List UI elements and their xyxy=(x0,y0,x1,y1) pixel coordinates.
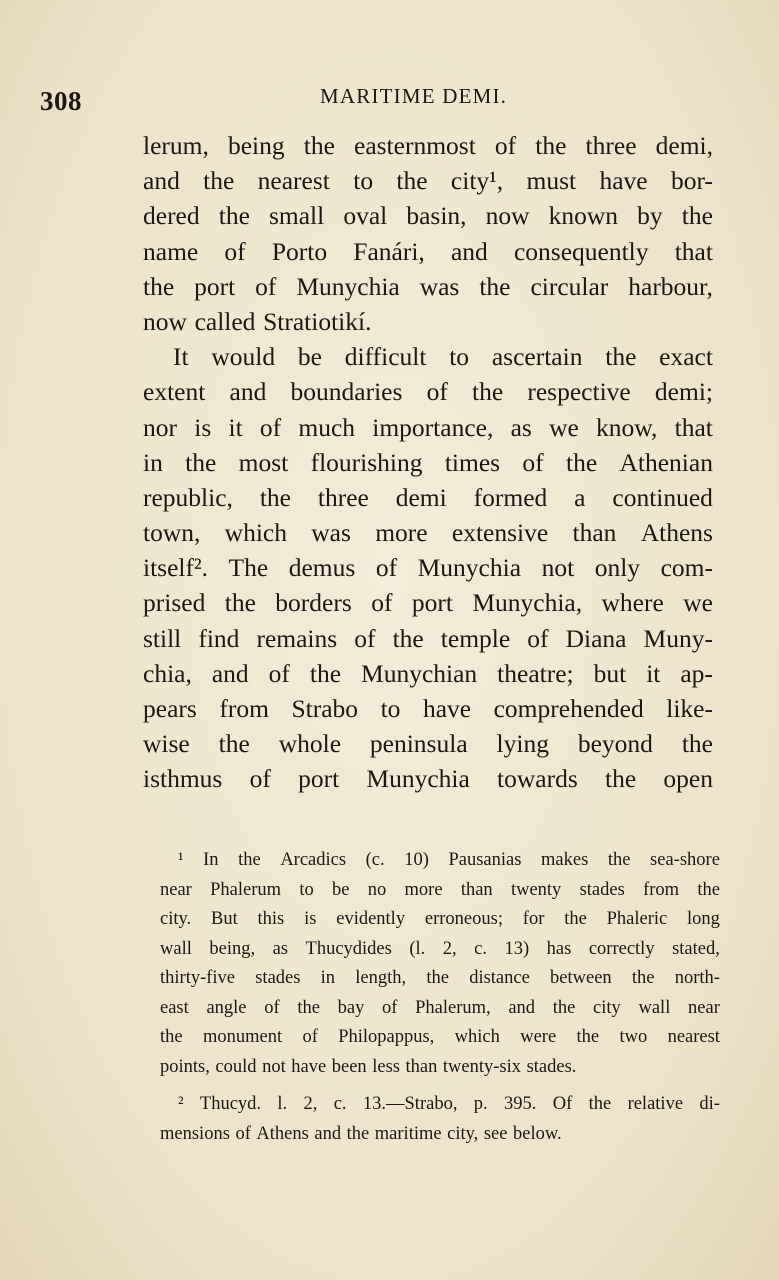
footnote-line: ¹ In the Arcadics (c. 10) Pausanias makes the sea-shore xyxy=(178,850,720,870)
footnote-line: points, could not have been less than twenty-six stades. xyxy=(160,1056,577,1077)
footnote-line: city. But this is evidently erroneous; for the Phaleric long xyxy=(160,909,720,929)
text-line: now called Stratiotikí. xyxy=(143,306,372,336)
text-line: name of Porto Fanári, and consequently that xyxy=(143,236,713,266)
text-line: wise the whole peninsula lying beyond the xyxy=(143,729,713,759)
footnote-line: near Phalerum to be no more than twenty stades from the xyxy=(160,879,720,900)
footnote-line: mensions of Athens and the maritime city, see below. xyxy=(160,1123,562,1144)
text-line: It would be difficult to ascertain the exact xyxy=(173,342,713,372)
text-line: still find remains of the temple of Diana Muny- xyxy=(143,623,713,653)
main-text xyxy=(143,128,713,797)
text-line: nor is it of much importance, as we know, that xyxy=(143,412,713,442)
text-line: town, which was more extensive than Athens xyxy=(143,518,713,548)
text-line: isthmus of port Munychia towards the open xyxy=(143,764,713,794)
text-line: chia, and of the Munychian theatre; but it ap- xyxy=(143,658,713,688)
page-number: 308 xyxy=(40,86,82,116)
text-line: prised the borders of port Munychia, where we xyxy=(143,588,713,618)
footnotes xyxy=(160,846,720,1149)
footnote-line: thirty-five stades in length, the distance between the north- xyxy=(160,968,720,988)
text-line: itself². The demus of Munychia not only com- xyxy=(143,553,713,583)
text-line: the port of Munychia was the circular harbour, xyxy=(143,271,713,301)
text-line: pears from Strabo to have comprehended like- xyxy=(143,694,713,723)
text-line: extent and boundaries of the respective demi; xyxy=(143,377,713,407)
footnote-line: the monument of Philopappus, which were the two nearest xyxy=(160,1027,720,1047)
text-line: republic, the three demi formed a continued xyxy=(143,482,713,512)
text-line: and the nearest to the city¹, must have bor- xyxy=(143,166,713,196)
text-line: in the most flourishing times of the Athenian xyxy=(143,447,713,477)
footnote-line: east angle of the bay of Phalerum, and the city wall near xyxy=(160,997,720,1018)
running-head: MARITIME DEMI. xyxy=(320,84,508,108)
text-line: dered the small oval basin, now known by the xyxy=(143,201,713,231)
footnote-line: wall being, as Thucydides (l. 2, c. 13) has correctly stated, xyxy=(160,938,720,959)
footnote-line: ² Thucyd. l. 2, c. 13.—Strabo, p. 395. Of the relative di- xyxy=(178,1094,720,1114)
text-line: lerum, being the easternmost of the three demi, xyxy=(143,131,713,160)
